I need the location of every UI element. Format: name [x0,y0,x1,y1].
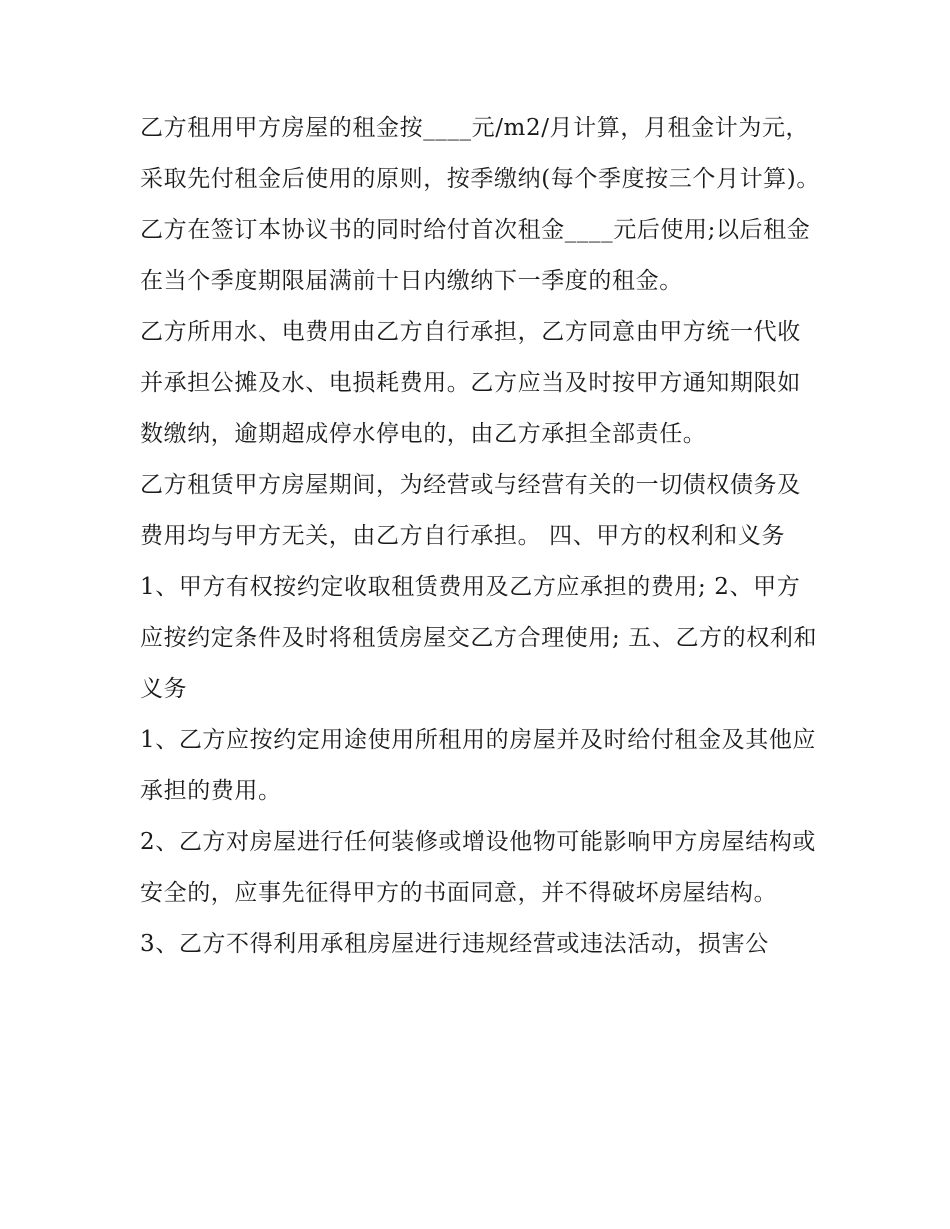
paragraph-tenant-duty-3: 3、乙方不得利用承租房屋进行违规经营或违法活动，损害公 [140,931,769,957]
paragraph-rent-terms: 乙方租用甲方房屋的租金按____元/m2/月计算，月租金计为元，采取先付租金后使用的原则，按季缴纳(每个季度按三个月计算)。乙方在签订本协议书的同时给付首次租金____元后使用;以后租金在当个季度期限届满前十日内缴纳下一季度的租金。 [140,115,820,294]
paragraph-tenant-duty-1: 1、乙方应按约定用途使用所租用的房屋并及时给付租金及其他应承担的费用。 [140,727,817,804]
paragraph-liabilities: 乙方租赁甲方房屋期间，为经营或与经营有关的一切债权债务及费用均与甲方无关，由乙方自行承担。 四、甲方的权利和义务 [140,472,801,549]
document-body [140,103,820,970]
paragraph-landlord-rights: 1、甲方有权按约定收取租赁费用及乙方应承担的费用; 2、甲方应按约定条件及时将租赁房屋交乙方合理使用; 五、乙方的权利和义务 [140,574,818,702]
paragraph-utilities: 乙方所用水、电费用由乙方自行承担，乙方同意由甲方统一代收并承担公摊及水、电损耗费用。乙方应当及时按甲方通知期限如数缴纳，逾期超成停水停电的，由乙方承担全部责任。 [140,319,801,447]
paragraph-tenant-duty-2: 2、乙方对房屋进行任何装修或增设他物可能影响甲方房屋结构或安全的，应事先征得甲方的书面同意，并不得破坏房屋结构。 [140,829,817,906]
